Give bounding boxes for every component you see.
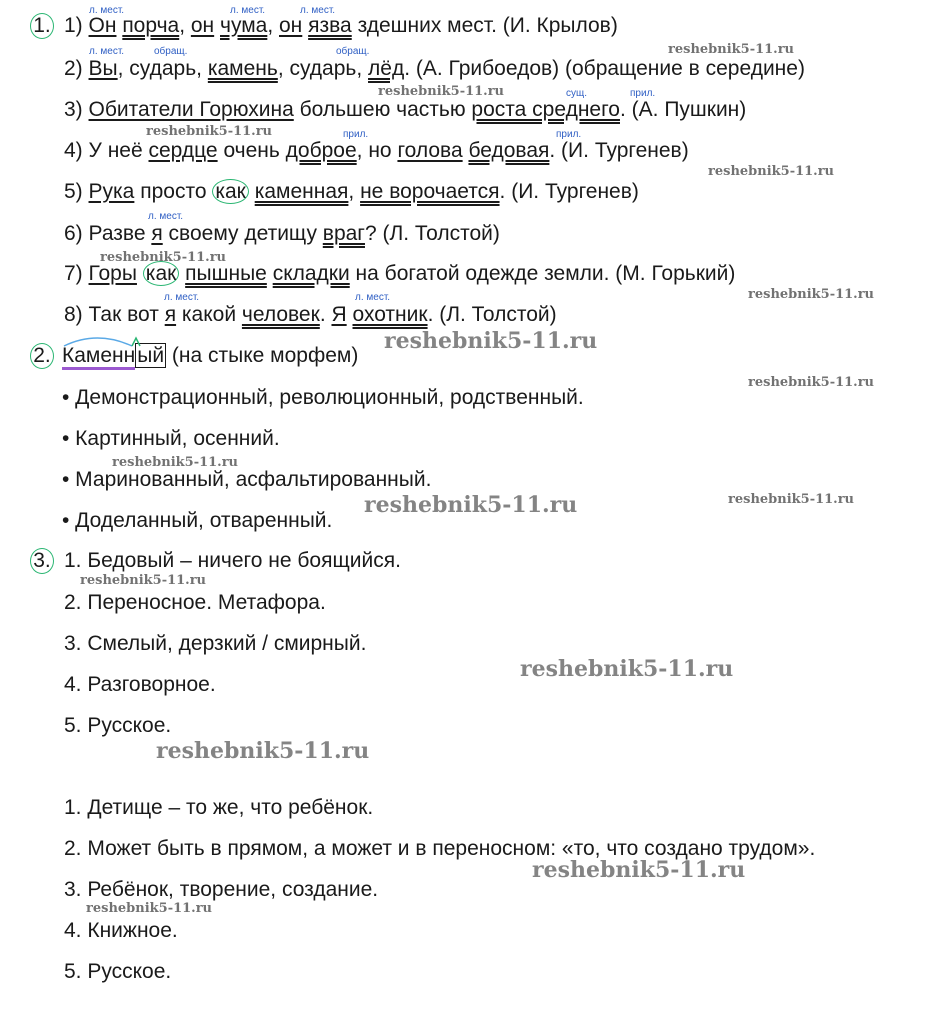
task-2-marker: 2.: [30, 343, 55, 369]
watermark: reshebnik5-11.ru: [146, 124, 273, 139]
note-pronoun: л. мест.: [355, 292, 391, 303]
note-pronoun: л. мест.: [164, 292, 200, 303]
task-1-marker: 1.: [30, 13, 55, 39]
sentence-7: 7) Горы как пышные складки на богатой одежде земли. (М. Горький): [64, 262, 736, 285]
watermark: reshebnik5-11.ru: [728, 492, 855, 507]
note-pronoun: л. мест.: [89, 46, 125, 57]
watermark: reshebnik5-11.ru: [156, 738, 370, 764]
note-adjective: прил.: [630, 88, 656, 99]
watermark: reshebnik5-11.ru: [668, 42, 795, 57]
answer-line: 4. Книжное.: [64, 919, 178, 942]
note-pronoun: л. мест.: [300, 5, 336, 16]
sentence-3: 3) Обитатели Горюхина большею частью роста среднего. (А. Пушкин): [64, 98, 747, 121]
watermark: reshebnik5-11.ru: [364, 492, 578, 518]
watermark: reshebnik5-11.ru: [748, 287, 875, 302]
watermark: reshebnik5-11.ru: [100, 250, 227, 265]
word-root: Камен: [62, 344, 124, 370]
answer-line: 5. Русское.: [64, 960, 172, 983]
list-item: • Картинный, осенний.: [62, 427, 280, 450]
task-3-marker: 3.: [30, 548, 55, 574]
note-adjective: прил.: [556, 129, 582, 140]
note-adjective: прил.: [343, 129, 369, 140]
sentence-5: 5) Рука просто как каменная, не ворочается. (И. Тургенев): [64, 180, 639, 203]
watermark: reshebnik5-11.ru: [378, 84, 505, 99]
answer-line: 1. Детище – то же, что ребёнок.: [64, 796, 374, 819]
note-address: обращ.: [154, 46, 188, 57]
answer-line: 1. Бедовый – ничего не боящийся.: [64, 549, 401, 572]
morpheme-line: Каменный (на стыке морфем): [62, 343, 358, 369]
watermark: reshebnik5-11.ru: [384, 328, 598, 354]
note-pronoun: л. мест.: [148, 211, 184, 222]
sentence-2: 2) Вы, сударь, камень, сударь, лёд. (А. Грибоедов) (обращение в середине): [64, 57, 805, 80]
list-item: • Демонстрационный, революционный, родственный.: [62, 386, 584, 409]
watermark: reshebnik5-11.ru: [112, 455, 239, 470]
watermark: reshebnik5-11.ru: [708, 164, 835, 179]
answer-line: 2. Переносное. Метафора.: [64, 591, 326, 614]
sentence-4: 4) У неё сердце очень доброе, но голова бедовая. (И. Тургенев): [64, 139, 689, 162]
word-ending: ый: [137, 344, 165, 367]
root-arc: [62, 334, 142, 348]
list-item: • Маринованный, асфальтированный.: [62, 468, 432, 491]
answer-line: 3. Ребёнок, творение, создание.: [64, 878, 379, 901]
list-item: • Доделанный, отваренный.: [62, 509, 333, 532]
answer-line: 3. Смелый, дерзкий / смирный.: [64, 632, 367, 655]
sentence-8: 8) Так вот я какой человек. Я охотник. (Л. Толстой): [64, 303, 557, 326]
watermark: reshebnik5-11.ru: [86, 901, 213, 916]
note-pronoun: л. мест.: [230, 5, 266, 16]
sentence-1: 1) Он порча, он чума, он язва здешних мест. (И. Крылов): [64, 14, 618, 37]
watermark: reshebnik5-11.ru: [520, 656, 734, 682]
watermark: reshebnik5-11.ru: [532, 857, 746, 883]
watermark: reshebnik5-11.ru: [748, 375, 875, 390]
answer-line: 2. Может быть в прямом, а может и в переносном: «то, что создано трудом».: [64, 837, 816, 860]
watermark: reshebnik5-11.ru: [80, 573, 207, 588]
answer-line: 4. Разговорное.: [64, 673, 216, 696]
note-pronoun: л. мест.: [89, 5, 125, 16]
note-address: обращ.: [336, 46, 370, 57]
sentence-6: 6) Разве я своему детищу враг? (Л. Толстой): [64, 222, 500, 245]
answer-line: 5. Русское.: [64, 714, 172, 737]
note-noun: сущ.: [566, 88, 588, 99]
